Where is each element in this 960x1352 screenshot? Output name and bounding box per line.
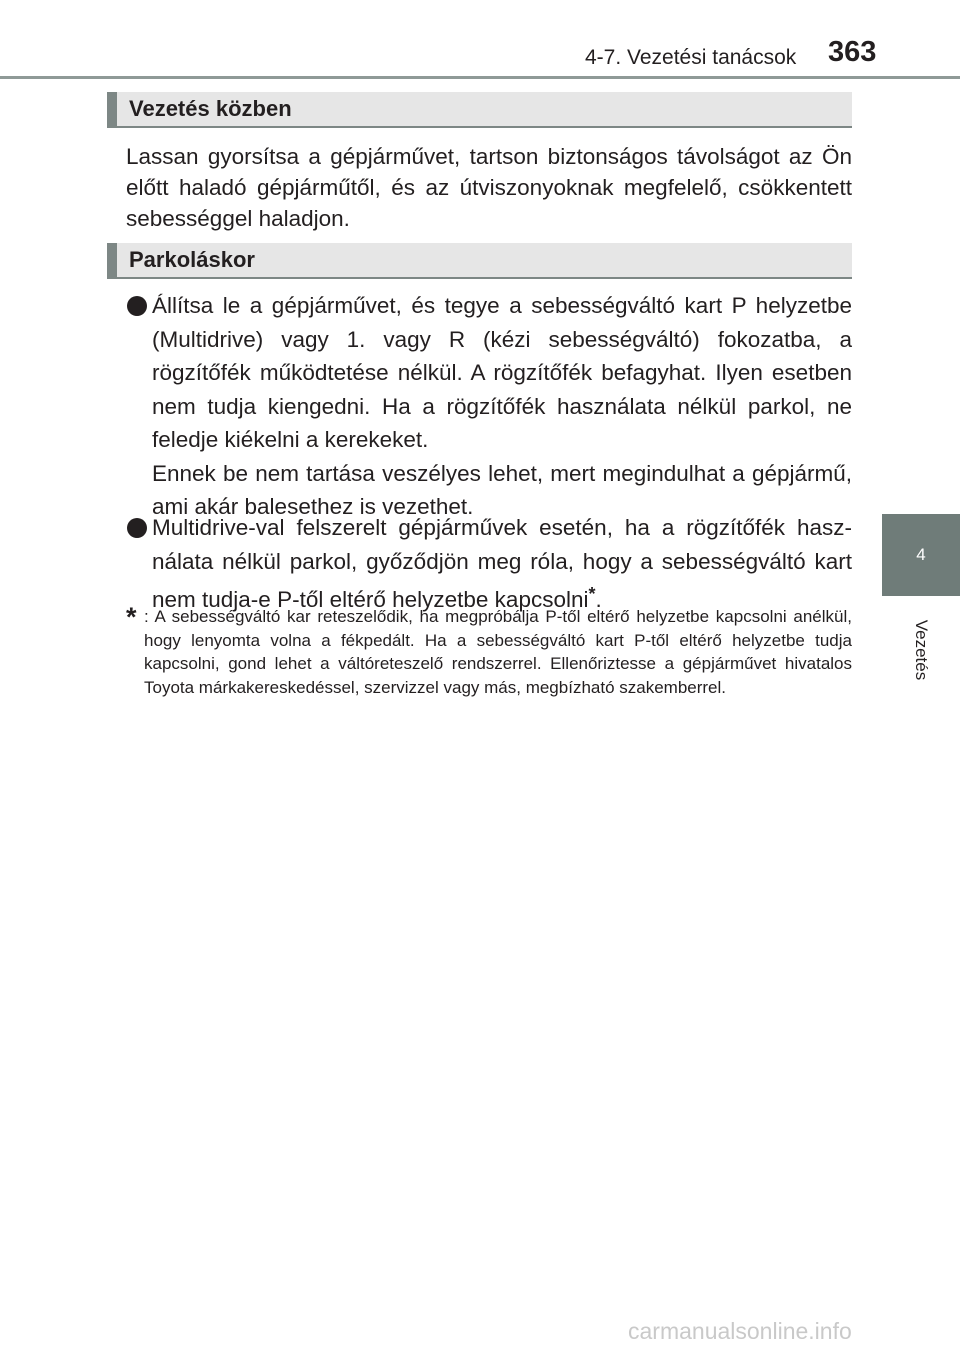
bullet-dot-icon (127, 296, 147, 316)
bullet-text: Állítsa le a gépjárművet, és tegye a sebességváltó kart P helyzetbe (Multidrive) vagy 1. vagy R (kézi sebességváltó) fokozatba, a rögzítőfék működtetése nélkül. A rögzítőfék befagyhat. Ilyen esetben nem tudja kiengedni. Ha a rögzítőfék használata nélkül parkol, ne feledje kiékelni a kerekeket. (152, 293, 852, 452)
chapter-tab-label: Vezetés (912, 619, 931, 681)
bullet-text: Multidrive-val felszerelt gépjárművek esetén, ha a rögzítőfék használata nélkül parkol, győződjön meg róla, hogy a sebességváltó kart nem tudja-e P-től eltérő helyzetbe kapcsolni (152, 515, 852, 612)
bullet-text-block (152, 511, 852, 617)
footnote-mark: * (126, 602, 137, 632)
footnote-text: : A sebességváltó kar reteszelődik, ha megpróbálja P-től eltérő helyzetbe kapcsolni anélkül, hogy lenyomta volna a fékpedált. Ha a sebességváltó kart P-től eltérő helyzetbe tudja kapcsolni, gond lehet a váltóreteszelő rendszerrel. Ellenőriztesse a gépjárművet hivatalos Toyota márkakereskedéssel, szervizzel vagy más, megbízható szakemberrel. (144, 607, 852, 697)
header-section-title: 4-7. Vezetési tanácsok (585, 46, 797, 69)
section-heading-parking: Parkoláskor (107, 243, 852, 279)
footnote-reference: * (588, 584, 596, 604)
bullet-text-block (152, 289, 852, 524)
bullet-item (126, 289, 852, 524)
header-rule (0, 76, 960, 79)
bullet-end: . (595, 587, 602, 612)
watermark: carmanualsonline.info (628, 1318, 852, 1344)
section-heading-driving: Vezetés közben (107, 92, 852, 128)
bullet-dot-icon (127, 518, 147, 538)
bullet-continuation: Ennek be nem tartása veszélyes lehet, mert megindulhat a gépjármű, ami akár balesethez is vezethet. (152, 460, 852, 519)
chapter-tab (882, 514, 960, 596)
footnote (126, 602, 852, 699)
bullet-text-line (152, 511, 852, 617)
bullet-item (126, 511, 852, 617)
section-paragraph-driving: Lassan gyorsítsa a gépjárművet, tartson biztonságos távolságot az Ön előtt haladó gépjárműtől, és az útviszonyoknak megfelelő, csökkentett sebességgel haladjon. (126, 144, 852, 231)
page-number: 363 (828, 36, 877, 68)
chapter-tab-number: 4 (916, 545, 926, 564)
